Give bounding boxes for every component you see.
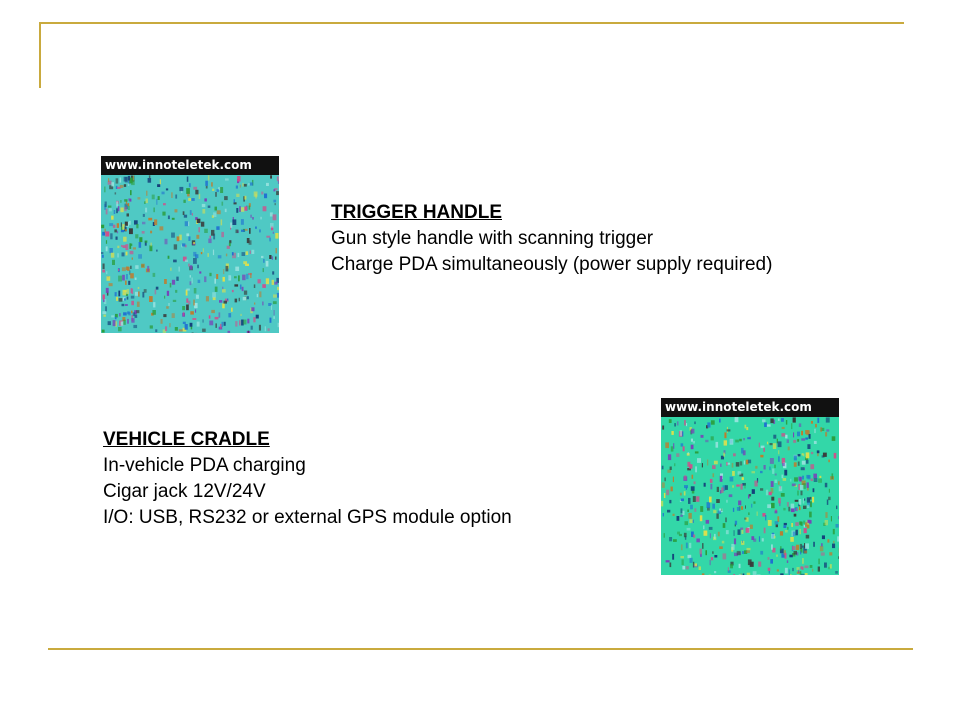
vehicle-cradle-line-2: Cigar jack 12V/24V	[103, 481, 266, 502]
vehicle-cradle-line-3: I/O: USB, RS232 or external GPS module option	[103, 507, 512, 528]
trigger-handle-line-1: Gun style handle with scanning trigger	[331, 228, 654, 249]
trigger-handle-line-2: Charge PDA simultaneously (power supply required)	[331, 254, 773, 275]
top-vertical-rule	[39, 22, 41, 88]
trigger-handle-heading: TRIGGER HANDLE	[331, 202, 502, 223]
noise-pattern	[101, 175, 279, 333]
vehicle-cradle-heading: VEHICLE CRADLE	[103, 429, 270, 450]
watermark-banner: www.innoteletek.com	[101, 156, 279, 175]
vehicle-cradle-image	[661, 398, 839, 575]
trigger-handle-image	[101, 156, 279, 333]
noise-pattern	[661, 417, 839, 575]
trigger-handle-description	[331, 200, 772, 278]
top-horizontal-rule	[39, 22, 904, 24]
vehicle-cradle-line-1: In-vehicle PDA charging	[103, 455, 306, 476]
bottom-horizontal-rule	[48, 648, 913, 650]
watermark-banner: www.innoteletek.com	[661, 398, 839, 417]
vehicle-cradle-description	[103, 427, 512, 531]
